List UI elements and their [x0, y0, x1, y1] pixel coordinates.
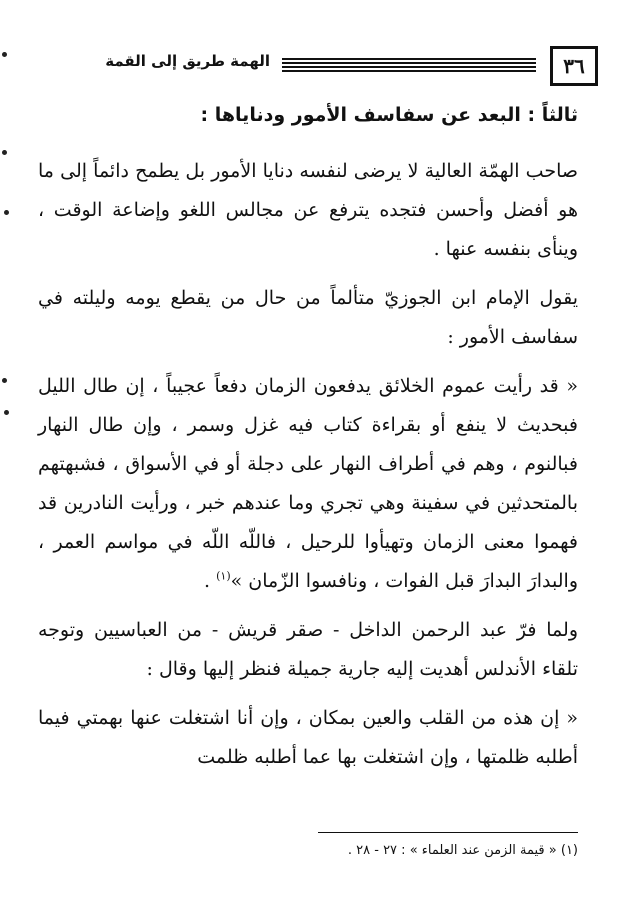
page-header — [60, 46, 598, 90]
footnote-marker: (١) — [216, 569, 231, 583]
edge-mark — [4, 210, 9, 215]
running-title: الهمة طريق إلى القمة — [105, 52, 270, 70]
paragraph: صاحب الهمّة العالية لا يرضى لنفسه دنايا الأمور بل يطمح دائماً إلى ما هو أفضل وأحسن فتجده يترفع عن مجالس اللغو وإضاعة الوقت ، وينأى بنفسه عنها . — [38, 160, 578, 260]
body-text — [38, 152, 578, 787]
section-title: ثالثاً : البعد عن سفاسف الأمور ودناياها : — [200, 104, 578, 126]
footnote: (١) « قيمة الزمن عند العلماء » : ٢٧ - ٢٨ . — [347, 843, 578, 858]
paragraph: « قد رأيت عموم الخلائق يدفعون الزمان دفعاً عجيباً ، إن طال الليل فبحديث لا ينفع أو بقراءة كتاب فيه غزل وسمر ، وإن طال النهار فبالنوم ، وهم في أطراف النهار على دجلة أو في الأسواق ، فشبهتهم بالمتحدثين في سفينة وهي تجري وما عندهم خبر ، ورأيت النادرين قد فهموا معنى الزمان وتهيأوا للرحيل ، فاللّه اللّه في مواسم العمر ، والبدارَ البدارَ قبل الفوات ، ونافسوا الزّمان »$^{(١)}$ . — [38, 375, 578, 592]
paragraph: يقول الإمام ابن الجوزيّ متألماً من حال من يقطع يومه وليلته في سفاسف الأمور : — [38, 287, 578, 348]
edge-mark — [4, 410, 9, 415]
edge-mark — [2, 52, 7, 57]
page-number: ٣٦ — [550, 46, 598, 86]
edge-mark — [2, 378, 7, 383]
paragraph: « إن هذه من القلب والعين بمكان ، وإن أنا اشتغلت عنها بهمتي فيما أطلبه ظلمتها ، وإن اشتغلت بها عما أطلبه ظلمت — [38, 707, 578, 768]
paragraph: ولما فرّ عبد الرحمن الداخل - صقر قريش - من العباسيين وتوجه تلقاء الأندلس أهديت إليه جارية جميلة فنظر إليها وقال : — [38, 619, 578, 680]
header-rule — [282, 58, 536, 74]
footnote-rule — [318, 832, 578, 833]
edge-mark — [2, 150, 7, 155]
quote-text: « قد رأيت عموم الخلائق يدفعون الزمان دفعاً عجيباً ، إن طال الليل فبحديث لا ينفع أو بقراءة كتاب فيه غزل وسمر ، وإن طال النهار فبالنوم ، وهم في أطراف النهار على دجلة أو في الأسواق ، فشبهتهم بالمتحدثين في سفينة وهي تجري وما عندهم خبر ، ورأيت النادرين قد فهموا معنى الزمان وتهيأوا للرحيل ، فاللّه اللّه في مواسم العمر ، والبدارَ البدارَ قبل الفوات ، ونافسوا الزّمان » — [38, 375, 578, 592]
